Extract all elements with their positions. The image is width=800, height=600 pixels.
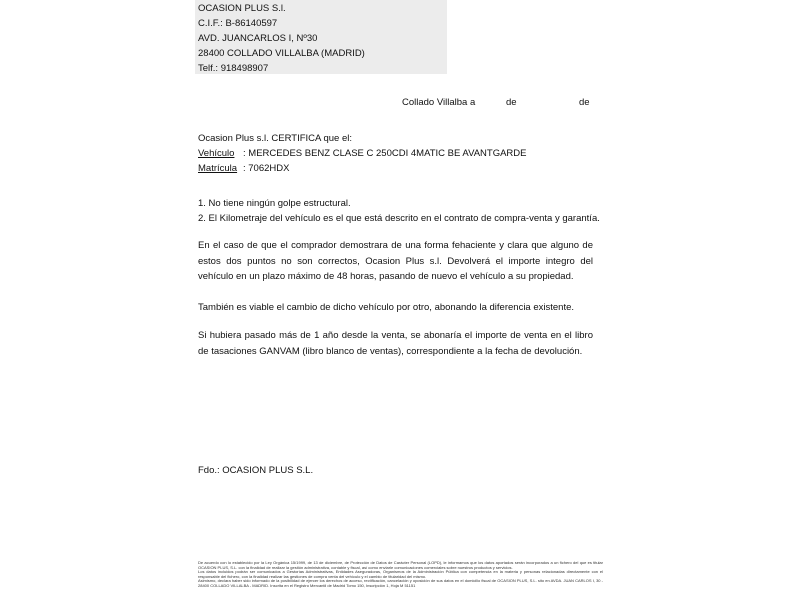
point-2: 2. El Kilometraje del vehículo es el que está descrito en el contrato de compra-venta y garantía.: [198, 213, 600, 224]
vehicle-line: [198, 146, 593, 162]
company-phone: Telf.: 918498907: [198, 63, 269, 74]
company-city: 28400 COLLADO VILLALBA (MADRID): [198, 48, 365, 59]
date-de-month: de: [506, 97, 517, 108]
company-cif: C.I.F.: B-86140597: [198, 18, 278, 29]
footer-line-2: Los datos incluidos podrán ser comunicados a Gestorías Administrativas, Entidades Aseguradoras, Organismos de la Administración Pública con competencia en la materia y personas relacionadas directamente con el responsable del fichero, con la finalidad realizar las gestiones de compra venta del vehículo y el cambio de titularidad del mismo.: [198, 569, 603, 579]
paragraph-refund: En el caso de que el comprador demostrara de una forma fehaciente y clara que alguno de estos dos puntos no son correctos, Ocasion Plus s.l. Devolverá el importe integro del vehículo en un plazo máximo de 48 horas, pasando de nuevo el vehículo a su propiedad.: [198, 240, 593, 282]
matricula-label: Matrícula: [198, 163, 238, 174]
footer-line-1: De acuerdo con lo establecido por la Ley Orgánica 15/1999, de 13 de diciembre, de Protección de Datos de Carácter Personal (LOPD), le informamos que los datos aportados serán incorporados a un fichero del que es titular OCASION PLUS, S.L. con la finalidad de realizar la gestión administrativa, contable y fiscal, así como enviarle comunicaciones comerciales sobre nuestros productos y servicios.: [198, 560, 603, 570]
point-1: 1. No tiene ningún golpe estructural.: [198, 198, 351, 209]
paragraph-ganvam: Si hubiera pasado más de 1 año desde la venta, se abonaría el importe de venta en el libro de tasaciones GANVAM (libro blanco de ventas), correspondiente a la fecha de devolución.: [198, 330, 593, 357]
company-address: AVD. JUANCARLOS I, Nº30: [198, 33, 318, 44]
vehiculo-value: : MERCEDES BENZ CLASE C 250CDI 4MATIC BE AVANTGARDE: [243, 148, 527, 159]
legal-footer: [198, 561, 603, 589]
matricula-line: [198, 161, 593, 177]
paragraph-exchange: También es viable el cambio de dicho vehículo por otro, abonando la diferencia existente.: [198, 302, 575, 313]
footer-line-3: Asimismo, declara haber sido informado de la posibilidad de ejercer los derechos de acceso, rectificación, cancelación y oposición de sus datos en el domicilio fiscal de OCASION PLUS, S.L. sito en AVDA. JUAN CARLOS I, 30 - 28400 COLLADO VILLALBA - MADRID. Inscrita en el Registro Mercantil de Madrid Tomo 150, Inscripción 1, Hoja M 51151: [198, 578, 603, 588]
company-name: OCASION PLUS S.l.: [198, 3, 286, 14]
signature: Fdo.: OCASION PLUS S.L.: [198, 465, 314, 476]
certifica-line: Ocasion Plus s.l. CERTIFICA que el:: [198, 133, 352, 144]
date-de-year: de: [579, 97, 590, 108]
date-place: Collado Villalba a: [402, 97, 476, 108]
vehiculo-label: Vehículo: [198, 148, 235, 159]
matricula-value: : 7062HDX: [243, 163, 290, 174]
